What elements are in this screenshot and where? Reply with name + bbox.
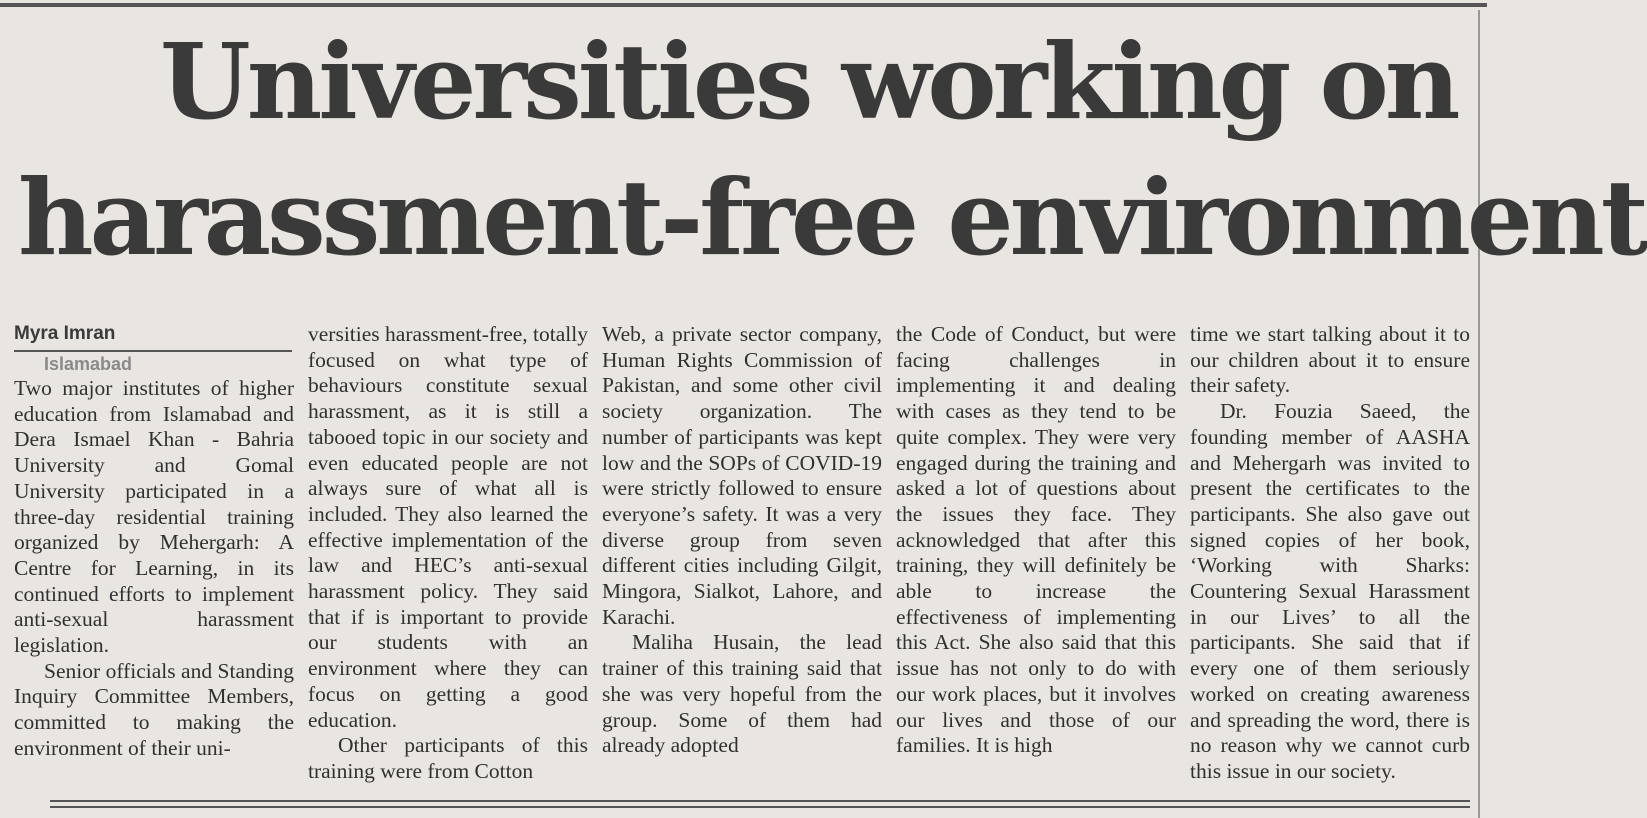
top-rule (0, 3, 1487, 7)
paragraph: time we start talking about it to our children about it to ensure their safety. (1190, 322, 1470, 398)
paragraph: Maliha Husain, the lead trainer of this training said that she was very hopeful from the group. Some of them had already adopted (602, 630, 882, 758)
paragraph: Other participants of this training were from Cotton (308, 733, 588, 783)
byline-author: Myra Imran (14, 322, 292, 352)
headline-line-2: harassment-free environment (18, 156, 1645, 279)
article-column-4 (896, 322, 1176, 792)
byline-location: Islamabad (44, 354, 133, 374)
headline-line-1: Universities working on (160, 20, 1457, 143)
paragraph: Senior officials and Standing Inquiry Committee Members, committed to making the environment of their uni- (14, 658, 294, 760)
paragraph: Web, a private sector company, Human Rights Commission of Pakistan, and some other civil society organization. The number of participants was kept low and the SOPs of COVID-19 were strictly followed to ensure everyone’s safety. It was a very diverse group from seven different cities including Gilgit, Mingora, Sialkot, Lahore, and Karachi. (602, 322, 882, 629)
paragraph: versities harassment-free, totally focused on what type of behaviours constitute sexual harassment, as it is still a tabooed topic in our society and even educated people are not always sure of what all is included. They also learned the effective implementation of the law and HEC’s anti-sexual harassment policy. They said that if is important to provide our students with an environment where they can focus on getting a good education. (308, 322, 588, 732)
article-column-3 (602, 322, 882, 792)
paragraph: Two major institutes of higher education from Islamabad and Dera Ismael Khan - Bahria University and Gomal University participated in a three-day residential training organized by Mehergarh: A Centre for Learning, in its continued efforts to implement anti-sexual harassment legislation. (14, 376, 294, 658)
column-1-text (14, 376, 294, 760)
paragraph: Dr. Fouzia Saeed, the founding member of AASHA and Mehergarh was invited to present the certificates to the participants. She also gave out signed copies of her book, ‘Working with Sharks: Countering Sexual Harassment in our Lives’ to all the participants. She said that if every one of them seriously worked on creating awareness and spreading the word, there is no reason why we cannot curb this issue in our society. (1190, 399, 1470, 783)
bottom-rule (50, 806, 1470, 808)
article-column-1 (14, 322, 294, 792)
paragraph: the Code of Conduct, but were facing challenges in implementing it and dealing with cases as they tend to be quite complex. They were very engaged during the training and asked a lot of questions about the issues they face. They acknowledged that after this training, they will definitely be able to increase the effectiveness of implementing this Act. She also said that this issue has not only to do with our work places, but it involves our lives and those of our families. It is high (896, 322, 1176, 758)
bottom-rule (50, 800, 1470, 802)
article-column-5 (1190, 322, 1470, 792)
article-column-2 (308, 322, 588, 792)
